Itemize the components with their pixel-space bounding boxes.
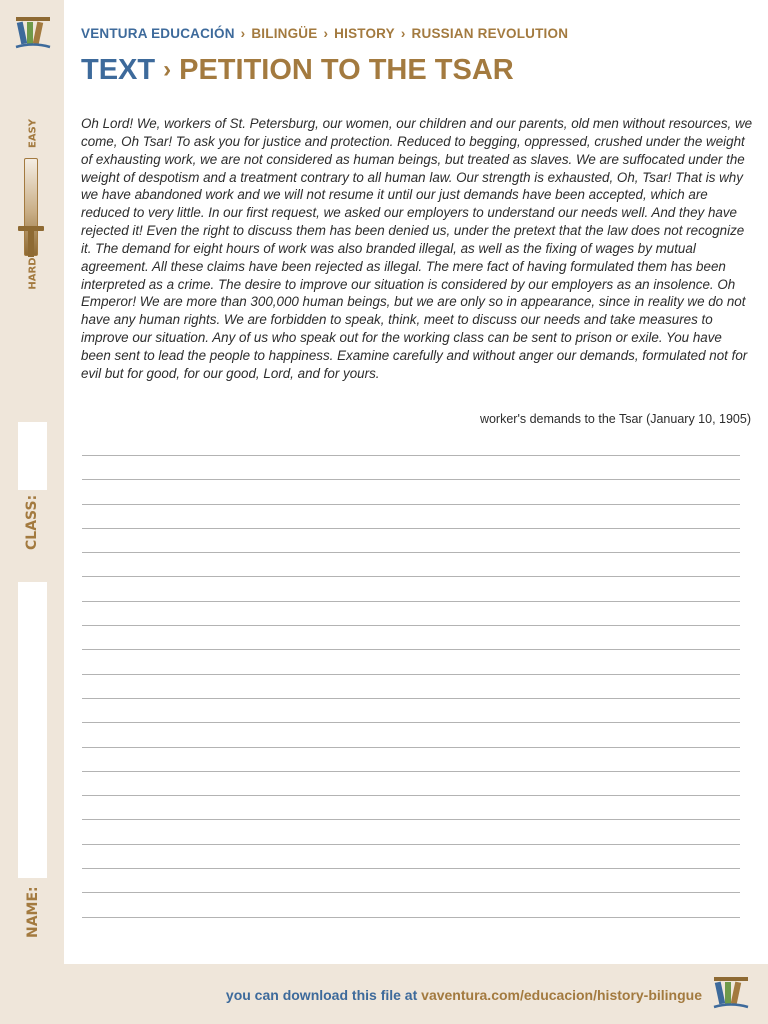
writing-line[interactable] [82,747,740,771]
class-label: CLASS: [24,494,40,550]
writing-line[interactable] [82,601,740,625]
breadcrumb-separator: › [323,26,329,41]
writing-line[interactable] [82,844,740,868]
difficulty-hard-label: HARD [27,257,39,290]
source-citation: worker's demands to the Tsar (January 10, 1905) [479,412,751,426]
sidebar [0,0,64,1024]
breadcrumb-item-ventura[interactable]: VENTURA EDUCACIÓN [81,26,235,41]
name-label: NAME: [25,886,41,938]
breadcrumb-separator: › [400,26,406,41]
ventura-footer-logo-icon [710,974,752,1014]
writing-line[interactable] [82,722,740,746]
writing-line[interactable] [82,625,740,649]
writing-line[interactable] [82,649,740,673]
writing-line[interactable] [82,771,740,795]
writing-line[interactable] [82,698,740,722]
writing-line[interactable] [82,479,740,503]
breadcrumb [81,26,568,41]
ventura-logo-icon [12,14,54,54]
writing-line[interactable] [82,892,740,916]
writing-line[interactable] [82,504,740,528]
name-field[interactable] [18,582,47,878]
writing-line[interactable] [82,917,740,941]
difficulty-slider-stem [28,231,34,257]
writing-line[interactable] [82,868,740,892]
writing-line[interactable] [82,552,740,576]
writing-line[interactable] [82,528,740,552]
page-title-text: TEXT [81,54,156,86]
title-separator: › [163,56,172,83]
writing-line[interactable] [82,795,740,819]
page-title [81,54,514,87]
breadcrumb-item-russian-revolution[interactable]: RUSSIAN REVOLUTION [411,26,569,41]
writing-lines[interactable] [82,455,740,941]
worksheet-page [64,0,768,964]
breadcrumb-item-bilingue[interactable]: BILINGÜE [251,26,318,41]
download-prefix: you can download this file at [225,987,418,1003]
page-title-subject: PETITION TO THE TSAR [179,54,514,86]
download-footer [226,987,702,1003]
breadcrumb-separator: › [240,26,246,41]
download-link[interactable]: vaventura.com/educacion/history-bilingue [421,987,702,1003]
class-field[interactable] [18,422,47,490]
writing-line[interactable] [82,674,740,698]
writing-line[interactable] [82,455,740,479]
petition-text: Oh Lord! We, workers of St. Petersburg, our women, our children and our parents, old men without resources, we come, Oh Tsar! To ask you for justice and protection. Reduced to begging, oppressed, crushed under the weight of exhausting work, we are not considered as human beings, but treated as slaves. We are suffocated under the weight of despotism and a treatment contrary to all human law. Our strength is exhausted, Oh, Tsar! That is why we have abandoned work and we will not resume it until our just demands have been accepted, which are reduced to very little. In our first request, we asked our employers to understand our needs well. And they have rejected it! Even the right to discuss them has been denied us, under the pretext that the law does not recognize it. The demand for eight hours of work was also branded illegal, as well as the fixing of wages by mutual agreement. All these claims have been rejected as illegal. The mere fact of having formulated them has been interpreted as a crime. The desire to improve our situation is considered by our employers as an insolence. Oh Emperor! We are more than 300,000 human beings, but we are only so in appearance, since in reality we do not have any human rights. We are forbidden to speak, think, meet to discuss our needs and take measures to improve our situation. Any of us who speak out for the working class can be sent to prison or exile. You have been sent to lead the people to happiness. Examine carefully and without anger our demands, formulated not for evil but for good, for our good, Lord, and for yours. [81,116,753,381]
writing-line[interactable] [82,819,740,843]
difficulty-easy-label: EASY [27,119,39,149]
writing-line[interactable] [82,576,740,600]
breadcrumb-item-history[interactable]: HISTORY [334,26,395,41]
